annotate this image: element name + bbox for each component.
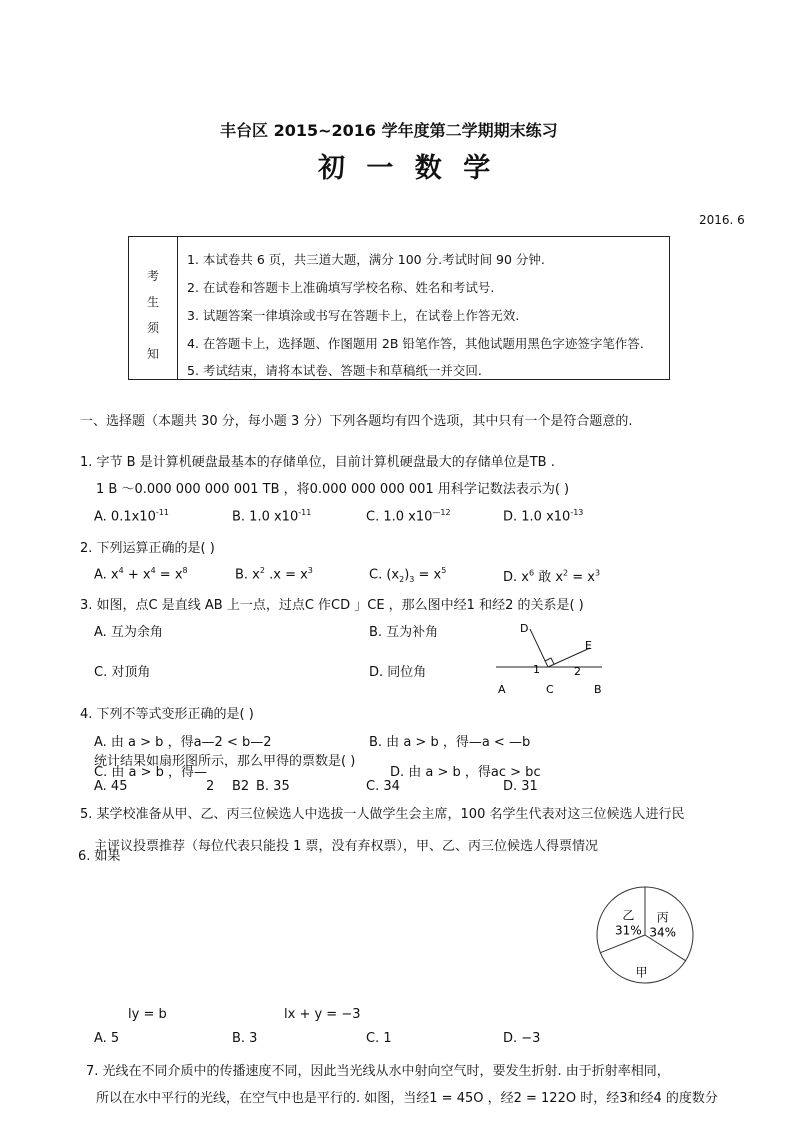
exponent: -13 xyxy=(570,508,584,517)
exponent: 3 xyxy=(594,568,601,578)
q2-option-c[interactable] xyxy=(369,566,446,584)
notice-label-char: 须 xyxy=(147,321,160,335)
q5-option-b[interactable]: B. 35 xyxy=(256,779,290,794)
q6-option-b[interactable]: B. 3 xyxy=(232,1031,258,1046)
exponent: -11 xyxy=(155,508,169,517)
pie-slice-value: 34% xyxy=(649,925,677,940)
q4-option-b[interactable]: B. 由 a > b ，得—a < —b xyxy=(369,735,531,750)
exponent: 6 xyxy=(528,568,535,578)
exponent: 2 xyxy=(563,568,569,578)
q6-option-c[interactable]: C. 1 xyxy=(366,1031,392,1046)
q5-option-a[interactable]: A. 45 xyxy=(94,779,128,794)
q3-angle-figure xyxy=(490,615,620,700)
q7-stem: 7. 光线在不同介质中的传播速度不同，因此当光线从水中射向空气时，要发生折射. 由于折射率相同， xyxy=(86,1064,670,1079)
q1-stem-2: 1 B ～0.000 000 000 001 TB ，将0.000 000 000 001 用科学记数法表示为( ) xyxy=(96,482,570,497)
overlapping-text: 统计结果如扇形图所示，那么甲得的票数是( ) xyxy=(94,754,356,769)
q3-option-b[interactable]: B. 互为补角 xyxy=(369,625,439,640)
notice-item: 3. 试题答案一律填涂或书写在答题卡上，在试卷上作答无效. xyxy=(187,308,520,323)
exponent: 2 xyxy=(259,566,265,575)
fraction-denominator: 2 xyxy=(206,779,215,794)
notice-item: 2. 在试卷和答题卡上准确填写学校名称、姓名和考试号. xyxy=(187,280,495,295)
pie-slice-label: 乙 xyxy=(622,908,635,923)
exponent: 4 xyxy=(118,566,124,575)
label-angle-1: 1 xyxy=(533,663,540,676)
q3-option-d[interactable]: D. 同位角 xyxy=(369,665,427,680)
label-c: C xyxy=(546,683,554,696)
option-text: = x xyxy=(568,570,595,585)
exponent: -11 xyxy=(298,508,312,517)
option-text: A. x xyxy=(94,567,119,583)
pie-slice-label: 甲 xyxy=(635,965,648,980)
q6-stem: 6. 如果 xyxy=(78,849,121,864)
fraction-denominator: B2 xyxy=(232,779,250,794)
option-text: = x xyxy=(155,567,183,583)
q2-option-a[interactable] xyxy=(94,566,188,582)
label-a: A xyxy=(498,683,506,696)
vote-pie-chart xyxy=(590,880,700,990)
exponent: 8 xyxy=(182,566,188,575)
exponent: 3 xyxy=(409,574,415,584)
q5-stem: 5. 某学校准备从甲、乙、丙三位候选人中选拔一人做学生会主席，100 名学生代表对这三位候选人进行民 xyxy=(80,807,685,822)
pie-slice-value: 31% xyxy=(614,923,642,938)
option-text: C. (x xyxy=(369,567,400,583)
notice-box xyxy=(128,236,670,380)
option-text: B. x xyxy=(235,567,260,583)
exponent: —12 xyxy=(432,508,451,517)
option-text: .x = x xyxy=(264,567,308,583)
notice-label-char: 知 xyxy=(147,347,160,361)
notice-label-char: 考 xyxy=(147,269,160,283)
notice-item: 4. 在答题卡上，选择题、作图题用 2B 铅笔作答，其他试题用黑色字迹签字笔作答. xyxy=(187,336,644,351)
q5-option-c[interactable]: C. 34 xyxy=(366,779,400,794)
option-text: D. 1.0 x10 xyxy=(503,509,571,525)
notice-label xyxy=(129,237,178,379)
option-text: 敢 x xyxy=(534,570,564,585)
notice-item: 5. 考试结束，请将本试卷、答题卡和草稿纸一并交回. xyxy=(187,363,482,378)
pie-slice-label: 丙 xyxy=(656,910,669,925)
option-text: = x xyxy=(414,567,442,583)
q7-stem-2: 所以在水中平行的光线，在空气中也是平行的. 如图，当经1 = 45O ，经2 = 122O 时，经3和经4 的度数分 xyxy=(96,1091,718,1106)
exponent: 3 xyxy=(307,566,313,575)
ray-ce xyxy=(548,648,590,667)
q1-stem: 1. 字节 B 是计算机硬盘最基本的存储单位，目前计算机硬盘最大的存储单位是TB . xyxy=(80,455,555,470)
subject-title: 初 一 数 学 xyxy=(318,153,497,184)
label-d: D xyxy=(520,622,529,635)
q6-equation-1: ly = b xyxy=(128,1007,167,1022)
q2-stem: 2. 下列运算正确的是( ) xyxy=(80,541,215,556)
q1-option-d[interactable] xyxy=(503,508,583,524)
exponent: 2 xyxy=(399,574,405,584)
q6-option-d[interactable]: D. −3 xyxy=(503,1031,541,1046)
option-text: + x xyxy=(123,567,151,583)
q1-option-a[interactable] xyxy=(94,508,169,524)
option-text: ) xyxy=(404,567,410,583)
exponent: 4 xyxy=(150,566,156,575)
q1-option-c[interactable] xyxy=(366,508,451,524)
q6-equation-2: lx + y = −3 xyxy=(284,1007,361,1022)
exam-title: 丰台区 2015~2016 学年度第二学期期末练习 xyxy=(220,121,558,140)
q4-option-d[interactable]: D. 由 a > b ，得ac > bc xyxy=(390,765,541,780)
q2-option-b[interactable] xyxy=(235,566,313,582)
q3-option-a[interactable]: A. 互为余角 xyxy=(94,625,163,640)
overlapping-text: 主评议投票推荐（每位代表只能投 1 票，没有弃权票），甲、乙、丙三位候选人得票情况 xyxy=(94,839,599,854)
label-angle-2: 2 xyxy=(574,665,581,678)
notice-item: 1. 本试卷共 6 页，共三道大题，满分 100 分.考试时间 90 分钟. xyxy=(187,252,545,267)
q5-option-d[interactable]: D. 31 xyxy=(503,779,538,794)
q3-option-c[interactable]: C. 对顶角 xyxy=(94,665,151,680)
q4-option-a[interactable]: A. 由 a > b ，得a—2 < b—2 xyxy=(94,735,272,750)
exam-date: 2016. 6 xyxy=(699,213,745,227)
exponent: 5 xyxy=(441,566,447,575)
q4-stem: 4. 下列不等式变形正确的是( ) xyxy=(80,707,254,722)
q2-option-d[interactable] xyxy=(503,566,600,585)
label-b: B xyxy=(594,683,602,696)
label-e: E xyxy=(585,639,592,652)
q6-option-a[interactable]: A. 5 xyxy=(94,1031,120,1046)
option-text: A. 0.1x10 xyxy=(94,509,156,525)
option-text: B. 1.0 x10 xyxy=(232,509,299,525)
notice-label-char: 生 xyxy=(147,295,160,309)
q3-stem: 3. 如图，点C 是直线 AB 上一点，过点C 作CD 」CE ，那么图中经1 和经2 的关系是( ) xyxy=(80,598,584,613)
option-text: D. x xyxy=(503,570,529,585)
q4-option-c[interactable] xyxy=(94,761,207,780)
option-text: C. 1.0 x10 xyxy=(366,509,433,525)
section-heading: 一、选择题（本题共 30 分，每小题 3 分）下列各题均有四个选项，其中只有一个是符合题意的. xyxy=(80,414,633,429)
q1-option-b[interactable] xyxy=(232,508,311,524)
option-text: C. 由 a > b ，得— xyxy=(94,765,207,780)
